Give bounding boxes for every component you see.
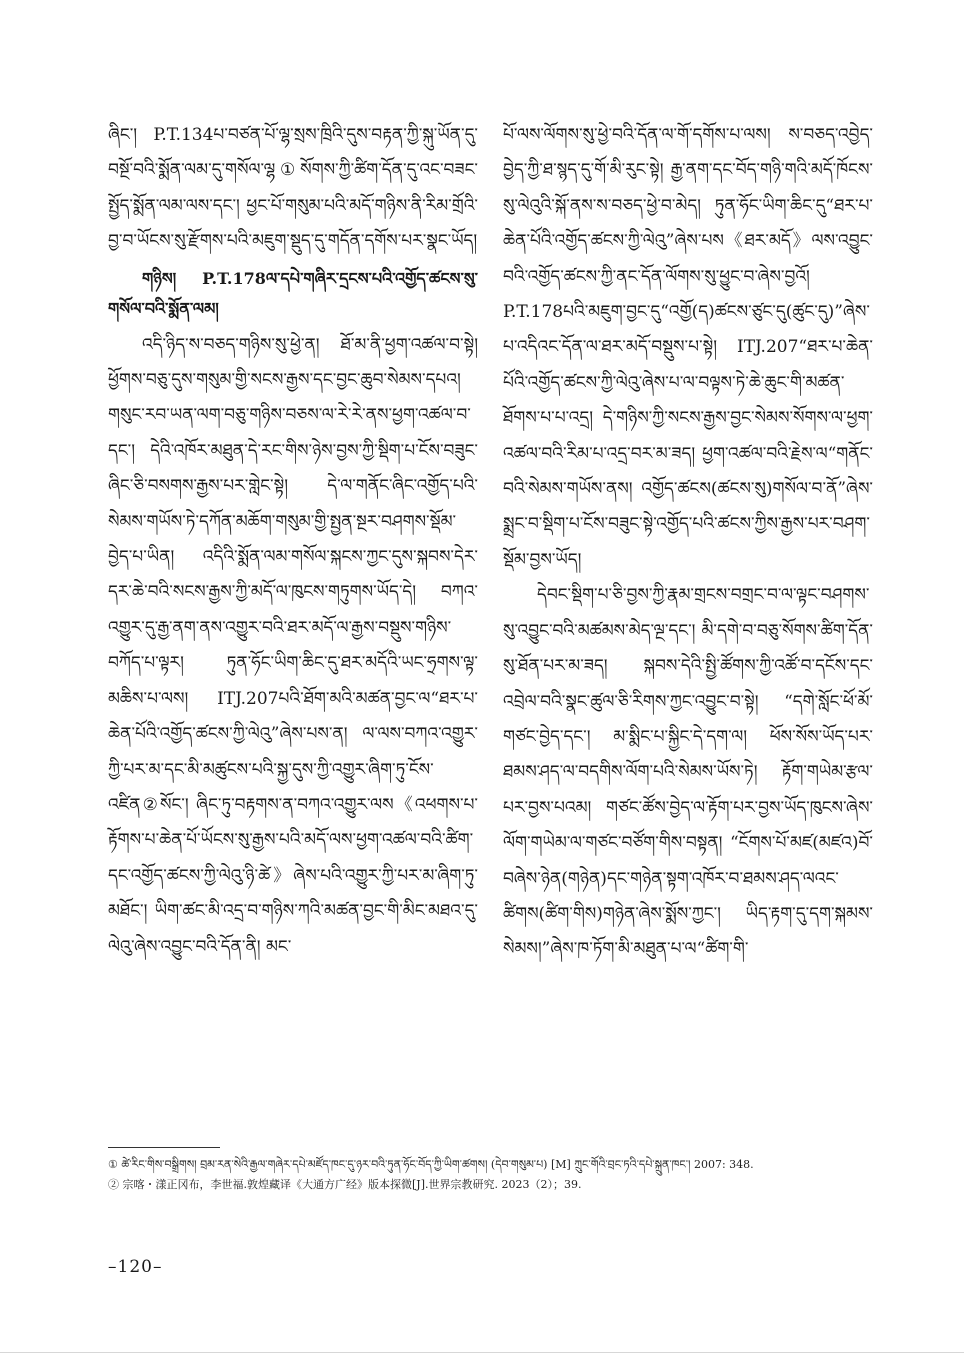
body-paragraph: པོ་ལས་ལོགས་སུ་ཕྱེ་བའི་དོན་ལ་གོ་དགོས་པ་ལས། ས་བཅད་འབྱེད་བྱེད་ཀྱི་ཐ་སྙད་དུ་གོ་མི་རུང་སྟེ། རྒྱ་ནག་དང་བོད་གཉི་གའི་མདོ་ཁོངས་སུ་ལེའུའི་སྐོ་ནས་ས་བཅད་ཕྱེ་བ་མེད། ཏུན་ཧོང་ཡིག་ཆིང་དུ“ཐར་པ་ཆེན་པོའི་འགྱོད་ཚངས་ཀྱི་ལེའུ”ཞེས་པས《ཐར་མདོ》ལས་འབྱུང་བའི་འགྱོད་ཚངས་ཀྱི་ནང་དོན་ལོགས་སུ་ཕྱུང་བ་ཞེས་བྱའོ། P.T.178པའི་མཇུག་བྱང་དུ“འགྱོ(ད)ཚངས་ཙུང་དུ(ཚུང་དུ)”ཞེས་པ་འདིའང་དོན་ལ་ཐར་མདོ་བསྡུས་པ་སྟེ། ITJ.207“ཐར་པ་ཆེན་པོའི་འགྱོད་ཚངས་ཀྱི་ལེའུ་ཞེས་པ་ལ་བལྟས་ཏེ་ཆེ་ཆུང་གི་མཚན་ཐོགས་པ་པ་འདྲ། དེ་གཉིས་ཀྱི་སངས་རྒྱས་བྱང་སེམས་སོགས་ལ་ཕྱག་འཚལ་བའི་རིམ་པ་འདྲ་བར་མ་ཟད། ཕྱག་འཚལ་བའི་རྗེས་ལ“གནོང་བའི་སེམས་གཡོས་ནས། འགྱོད་ཚངས(ཚངས་སུ)གསོལ་བ་ནོ”ཞེས་སྨྲང་བ་སྡིག་པ་ངོས་བཟུང་སྟེ་འགྱོད་པའི་ཚངས་ཀྱིས་རྒྱས་པར་བཤག་སྡོམ་བྱས་ཡོད། bbox=[503, 125, 873, 570]
right-column bbox=[503, 118, 873, 968]
body-paragraph: འདི་ཉིད་ས་བཅད་གཉིས་སུ་ཕྱེ་ན། ཐོ་མ་ནི་ཕྱག་འཚལ་བ་སྟེ། ཕྱོགས་བཅུ་དུས་གསུམ་གྱི་སངས་རྒྱས་དང་བྱང་ཆུབ་སེམས་དཔའ། གསུང་རབ་ཡན་ལག་བཅུ་གཉིས་བཅས་ལ་རེ་རེ་ནས་ཕྱག་འཚལ་བ་དང་། དེའི་འཁོར་མཐུན་དེ་རང་གིས་ཉེས་བྱས་ཀྱི་སྡིག་པ་ངོས་བཟུང་ཞིང་ཅི་བསགས་རྒྱས་པར་གླེང་སྟེ། དེ་ལ་གནོང་ཞིང་འགྱོད་པའི་སེམས་གཡོས་ཏེ་དཀོན་མཆོག་གསུམ་གྱི་སྤྱན་སྔར་བཤགས་སྡོམ་བྱེད་པ་ཡིན། འདིའི་སྨོན་ལམ་གསོལ་སྐངས་ཀྱང་དུས་སྐབས་དེར་དར་ཆེ་བའི་སངས་རྒྱས་ཀྱི་མདོ་ལ་ཁུངས་གཏུགས་ཡོད་དེ། བཀའ་འགྱུར་དུ་རྒྱ་ནག་ནས་འགྱུར་བའི་ཐར་མདོ་ལ་རྒྱས་བསྡུས་གཉིས་བཀོད་པ་ལྟར། ཏུན་ཧོང་ཡིག་ཆིང་དུ་ཐར་མདོའི་ཡང་ཧྲགས་ལྟ་མཆིས་པ་ལས། ITJ.207པའི་ཐོག་མའི་མཚན་བྱང་ལ“ཐར་པ་ཆེན་པོའི་འགྱོད་ཚངས་ཀྱི་ལེའུ”ཞེས་པས་ན། ལ་ལས་བཀའ་འགྱུར་ཀྱི་པར་མ་དང་མི་མཚུངས་པའི་སྐྱ་དུས་ཀྱི་འགྱུར་ཞིག་ཏུ་ངོས་འཛིན②སོང་། ཞིང་ཏུ་བརྟགས་ན་བཀའ་འགྱུར་ལས《འཕགས་པ་རྟོགས་པ་ཆེན་པོ་ཡོངས་སུ་རྒྱས་པའི་མདོ་ལས་ཕྱག་འཚལ་བའི་ཚིག་དང་འགྱོད་ཚངས་ཀྱི་ལེའུ་ཉི་ཚེ》ཞེས་པའི་འགྱུར་ཀྱི་པར་མ་ཞིག་ཏུ་མཐོང་། ཡིག་ཚང་མི་འདྲ་བ་གཉིས་ཀའི་མཚན་བྱང་གི་མིང་མཐའ་དུ་ལེའུ་ཞེས་འབྱུང་བའི་དོན་ནི། མང་ bbox=[108, 334, 478, 957]
body-paragraph: ཞིང་། P.T.134པ་བཙན་པོ་ལྷ་སྲས་ཁྲིའི་དུས་བརྟན་ཀྱི་སྐུ་ཡོན་དུ་བསྔོ་བའི་སྨོན་ལམ་དུ་གསོལ་ལྷ①སོགས་ཀྱི་ཚིག་དོན་དུ་འང་བཟང་སྤྱོད་སྨོན་ལམ་ལས་དང་། ཕྱང་པོ་གསུམ་པའི་མདོ་གཉིས་ནི་རིམ་གྲོའི་བྱ་བ་ཡོངས་སུ་རྫོགས་པའི་མཇུག་སྡུད་དུ་གདོན་དགོས་པར་སྣང་ཡོད། bbox=[108, 125, 478, 252]
page-bottom-border bbox=[0, 1352, 964, 1353]
footnote-2: ② 宗喀・漾正冈布，李世福.敦煌藏译《大通方广经》版本探微[J].世界宗教研究. 2023（2）；39. bbox=[108, 1178, 582, 1191]
footnotes bbox=[108, 1155, 868, 1195]
footnote-divider bbox=[108, 1147, 220, 1148]
body-paragraph: དེབང་སྡིག་པ་ཅི་བྱས་ཀྱི་རྣམ་གྲངས་བགྲང་བ་ལ་ལྟང་བཤགས་སུ་འབྱུང་བའི་མཚམས་མེད་ལྔ་དང་། མི་དགེ་བ་བཅུ་སོགས་ཚིག་དོན་སུ་ཐོན་པར་མ་ཟད། སྐབས་དེའི་སྤྱི་ཚོགས་ཀྱི་འཚོ་བ་དངོས་དང་འབྲེལ་བའི་སྣང་ཚུལ་ཅི་རིགས་ཀྱང་འབྱུང་བ་སྟེ། “དགེ་སློང་ཕོ་མོ་གཙང་བྱེད་དང་། མ་སྨིང་པ་སྐྱིང་དེ་དག་ལ། ཕོས་སོས་ཡོད་པར་ཐམས་ཤད་ལ་བདགིས་ལོག་པའི་སེམས་ཡོས་ཏེ། རྟོག་གཡེམ་རྩལ་པར་བྱས་པའམ། གཙང་ཚོས་བྱེད་ལ་རྟོག་པར་བྱས་ཡོད་ཁུངས་ཞེས་ལོག་གཡེམ་ལ་གཙང་བཙོག་གིས་བསྟན། “ངོགས་པོ་མཛ(མཛའ)བོ་བཞེས་ཉེན(གཉེན)དང་གཉེན་སྟག་འཁོར་བ་ཐམས་ཤད་ལའང་ཚིགས(ཚིག་གིས)གཉེན་ཞེས་སྨོས་ཀྱང་། ཡིད་རྟག་དུ་དག་སྐམས་སེམས།”ཞེས་ཁ་ཏོག་མི་མཐུན་པ་ལ“ཚིག་གི་ bbox=[503, 585, 873, 960]
page-number: –120– bbox=[108, 1257, 163, 1277]
footnote-1: ① ཚེ་རིང་གིས་བསྒྲིགས། བྲམ་རན་སེའི་རྒྱལ་གཞེར་དཔེ་མཛོད་ཁང་དུ་ཉར་བའི་ཏུན་ཧོང་བོད་ཀྱི་ཡིག་ཚགས། (དེབ་གསུམ་པ) [M] ཀྲུང་གོའི་བྲང་ཏའི་དཔེ་སྐྲུན་ཁང་། 2007: 348. bbox=[108, 1158, 754, 1171]
left-column bbox=[108, 118, 478, 965]
section-heading: གཉིས། P.T.178ལ་དཔེ་གཞིར་དྲངས་པའི་འགྱོད་ཚངས་སུ་གསོལ་བའི་སྨོན་ལམ། bbox=[108, 268, 478, 318]
